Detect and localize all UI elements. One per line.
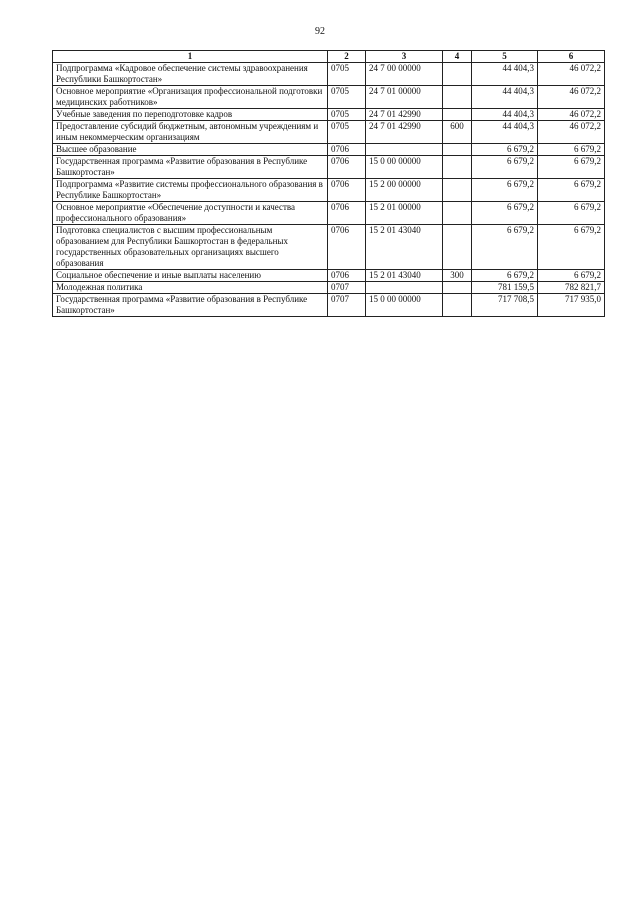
row-sum2-cell: 46 072,2 — [538, 121, 605, 144]
row-name-cell: Подпрограмма «Развитие системы профессионального образования в Республике Башкортостан» — [53, 179, 328, 202]
row-section-cell: 0706 — [328, 202, 366, 225]
row-article-cell: 15 2 01 43040 — [366, 270, 443, 282]
row-name-cell: Подготовка специалистов с высшим профессиональным образованием для Республики Башкортостан в федеральных государственных образовательных организациях высшего образования — [53, 225, 328, 270]
row-sum2-cell: 46 072,2 — [538, 109, 605, 121]
row-article-cell: 15 0 00 00000 — [366, 294, 443, 317]
row-article-cell: 15 2 01 00000 — [366, 202, 443, 225]
row-section-cell: 0705 — [328, 86, 366, 109]
column-header: 2 — [328, 51, 366, 63]
table-row — [53, 144, 605, 156]
table-row — [53, 282, 605, 294]
budget-table — [52, 50, 605, 317]
row-sum1-cell: 6 679,2 — [472, 156, 538, 179]
row-article-cell — [366, 282, 443, 294]
row-expense-type-cell — [443, 156, 472, 179]
row-article-cell: 24 7 01 42990 — [366, 109, 443, 121]
row-name-cell: Предоставление субсидий бюджетным, автономным учреждениям и иным некоммерческим организациям — [53, 121, 328, 144]
row-name-cell: Молодежная политика — [53, 282, 328, 294]
row-section-cell: 0705 — [328, 121, 366, 144]
row-sum1-cell: 6 679,2 — [472, 179, 538, 202]
table-header-row — [53, 51, 605, 63]
row-sum1-cell: 44 404,3 — [472, 86, 538, 109]
row-expense-type-cell — [443, 86, 472, 109]
row-sum2-cell: 46 072,2 — [538, 86, 605, 109]
row-name-cell: Государственная программа «Развитие образования в Республике Башкортостан» — [53, 294, 328, 317]
row-sum1-cell: 6 679,2 — [472, 270, 538, 282]
row-name-cell: Государственная программа «Развитие образования в Республике Башкортостан» — [53, 156, 328, 179]
table-row — [53, 121, 605, 144]
row-article-cell: 15 2 01 43040 — [366, 225, 443, 270]
row-article-cell: 24 7 00 00000 — [366, 63, 443, 86]
row-section-cell: 0706 — [328, 225, 366, 270]
row-name-cell: Основное мероприятие «Обеспечение доступности и качества профессионального образования» — [53, 202, 328, 225]
row-article-cell: 15 2 00 00000 — [366, 179, 443, 202]
row-section-cell: 0705 — [328, 109, 366, 121]
row-sum2-cell: 6 679,2 — [538, 144, 605, 156]
column-header: 1 — [53, 51, 328, 63]
row-sum1-cell: 44 404,3 — [472, 63, 538, 86]
table-row — [53, 202, 605, 225]
row-article-cell — [366, 144, 443, 156]
table-row — [53, 63, 605, 86]
column-header: 4 — [443, 51, 472, 63]
row-name-cell: Высшее образование — [53, 144, 328, 156]
row-expense-type-cell — [443, 109, 472, 121]
row-expense-type-cell — [443, 294, 472, 317]
row-sum2-cell: 6 679,2 — [538, 225, 605, 270]
table-row — [53, 86, 605, 109]
row-expense-type-cell: 300 — [443, 270, 472, 282]
row-sum1-cell: 44 404,3 — [472, 109, 538, 121]
column-header: 6 — [538, 51, 605, 63]
table-row — [53, 270, 605, 282]
row-sum2-cell: 6 679,2 — [538, 156, 605, 179]
row-section-cell: 0706 — [328, 156, 366, 179]
row-article-cell: 24 7 01 42990 — [366, 121, 443, 144]
row-expense-type-cell: 600 — [443, 121, 472, 144]
row-name-cell: Основное мероприятие «Организация профессиональной подготовки медицинских работников» — [53, 86, 328, 109]
page-number: 92 — [315, 26, 325, 37]
row-article-cell: 15 0 00 00000 — [366, 156, 443, 179]
row-expense-type-cell — [443, 63, 472, 86]
table-row — [53, 179, 605, 202]
row-section-cell: 0706 — [328, 179, 366, 202]
row-sum1-cell: 6 679,2 — [472, 144, 538, 156]
row-section-cell: 0707 — [328, 282, 366, 294]
column-header: 3 — [366, 51, 443, 63]
row-expense-type-cell — [443, 202, 472, 225]
row-sum2-cell: 46 072,2 — [538, 63, 605, 86]
row-article-cell: 24 7 01 00000 — [366, 86, 443, 109]
row-expense-type-cell — [443, 144, 472, 156]
row-section-cell: 0705 — [328, 63, 366, 86]
row-section-cell: 0706 — [328, 270, 366, 282]
row-sum2-cell: 6 679,2 — [538, 179, 605, 202]
row-section-cell: 0706 — [328, 144, 366, 156]
table-row — [53, 294, 605, 317]
table-row — [53, 109, 605, 121]
row-sum1-cell: 6 679,2 — [472, 225, 538, 270]
table-row — [53, 225, 605, 270]
row-sum2-cell: 717 935,0 — [538, 294, 605, 317]
row-sum2-cell: 6 679,2 — [538, 270, 605, 282]
row-sum1-cell: 717 708,5 — [472, 294, 538, 317]
row-sum2-cell: 782 821,7 — [538, 282, 605, 294]
row-sum1-cell: 44 404,3 — [472, 121, 538, 144]
table-row — [53, 156, 605, 179]
row-section-cell: 0707 — [328, 294, 366, 317]
row-sum2-cell: 6 679,2 — [538, 202, 605, 225]
row-name-cell: Подпрограмма «Кадровое обеспечение системы здравоохранения Республики Башкортостан» — [53, 63, 328, 86]
row-sum1-cell: 6 679,2 — [472, 202, 538, 225]
column-header: 5 — [472, 51, 538, 63]
row-name-cell: Учебные заведения по переподготовке кадров — [53, 109, 328, 121]
row-name-cell: Социальное обеспечение и иные выплаты населению — [53, 270, 328, 282]
row-sum1-cell: 781 159,5 — [472, 282, 538, 294]
row-expense-type-cell — [443, 225, 472, 270]
row-expense-type-cell — [443, 179, 472, 202]
row-expense-type-cell — [443, 282, 472, 294]
